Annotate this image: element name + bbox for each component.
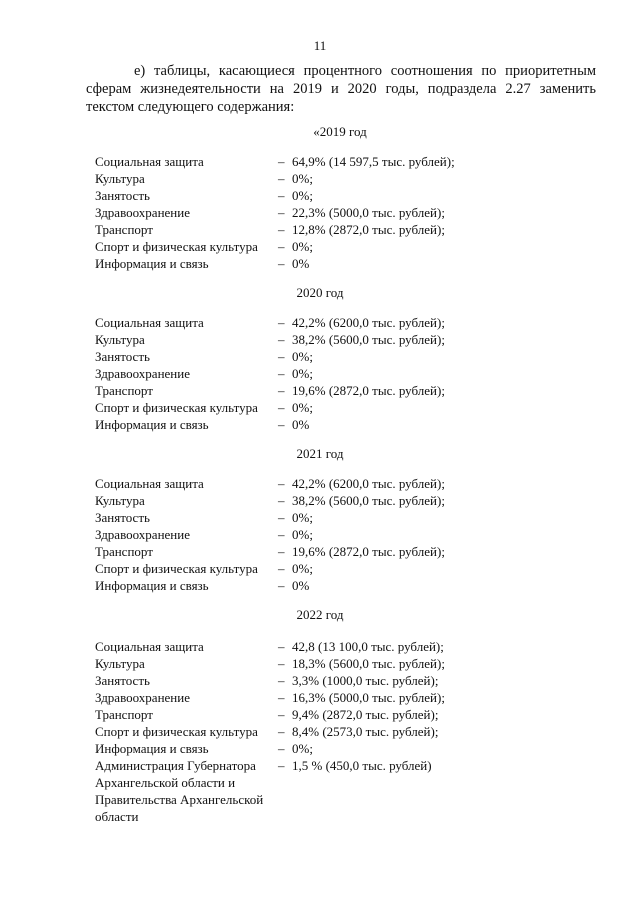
page-number: 11	[313, 38, 327, 53]
section-rows-2020	[95, 314, 595, 433]
row-value: 0%;	[292, 239, 313, 254]
row-value: 64,9% (14 597,5 тыс. рублей);	[292, 154, 455, 169]
row-value: 9,4% (2872,0 тыс. рублей);	[292, 707, 439, 722]
row-value: 0%;	[292, 561, 313, 576]
dash: –	[278, 758, 285, 773]
table-row	[95, 187, 595, 204]
dash: –	[278, 578, 285, 593]
dash: –	[278, 417, 285, 432]
dash: –	[278, 400, 285, 415]
row-label: Занятость	[95, 510, 150, 525]
dash: –	[278, 639, 285, 654]
row-label: Культура	[95, 332, 145, 347]
intro-paragraph: е) таблицы, касающиеся процентного соотношения по приоритетным сферам жизнедеятельности на 2019 и 2020 годы, подраздела 2.27 заменить текстом следующего содержания:	[86, 63, 596, 115]
table-row	[95, 382, 595, 399]
dash: –	[278, 332, 285, 347]
section-heading-2019: «2019 год	[313, 124, 367, 139]
dash: –	[278, 690, 285, 705]
table-row	[95, 740, 595, 757]
dash: –	[278, 656, 285, 671]
dash: –	[278, 366, 285, 381]
table-row	[95, 543, 595, 560]
section-rows-2019	[95, 153, 595, 272]
dash: –	[278, 349, 285, 364]
dash: –	[278, 383, 285, 398]
row-label: Здравоохранение	[95, 366, 190, 381]
row-label: Информация и связь	[95, 256, 209, 271]
table-row	[95, 757, 595, 825]
section-heading-2021: 2021 год	[296, 446, 344, 461]
table-row	[95, 560, 595, 577]
row-value: 38,2% (5600,0 тыс. рублей);	[292, 332, 445, 347]
row-label: Здравоохранение	[95, 527, 190, 542]
dash: –	[278, 741, 285, 756]
row-label: Транспорт	[95, 222, 153, 237]
row-value: 0%;	[292, 741, 313, 756]
row-value: 38,2% (5600,0 тыс. рублей);	[292, 493, 445, 508]
table-row	[95, 577, 595, 594]
row-value: 0%	[292, 578, 310, 593]
dash: –	[278, 476, 285, 491]
dash: –	[278, 561, 285, 576]
table-row	[95, 706, 595, 723]
dash: –	[278, 315, 285, 330]
table-row	[95, 221, 595, 238]
table-row	[95, 689, 595, 706]
row-label: Транспорт	[95, 544, 153, 559]
row-value: 0%;	[292, 171, 313, 186]
dash: –	[278, 493, 285, 508]
section-heading-2020: 2020 год	[296, 285, 344, 300]
row-value: 0%;	[292, 366, 313, 381]
row-label: Информация и связь	[95, 417, 209, 432]
row-label: Здравоохранение	[95, 205, 190, 220]
row-value: 42,2% (6200,0 тыс. рублей);	[292, 315, 445, 330]
section-rows-2022	[95, 638, 595, 825]
row-label: Социальная защита	[95, 476, 204, 491]
row-value: 19,6% (2872,0 тыс. рублей);	[292, 383, 445, 398]
row-value: 0%	[292, 417, 310, 432]
dash: –	[278, 205, 285, 220]
row-value: 18,3% (5600,0 тыс. рублей);	[292, 656, 445, 671]
row-label: Занятость	[95, 349, 150, 364]
row-value: 3,3% (1000,0 тыс. рублей);	[292, 673, 439, 688]
table-row	[95, 204, 595, 221]
table-row	[95, 475, 595, 492]
row-label: Занятость	[95, 188, 150, 203]
dash: –	[278, 510, 285, 525]
dash: –	[278, 673, 285, 688]
row-value: 12,8% (2872,0 тыс. рублей);	[292, 222, 445, 237]
row-value: 42,2% (6200,0 тыс. рублей);	[292, 476, 445, 491]
table-row	[95, 348, 595, 365]
section-heading-2022: 2022 год	[296, 607, 344, 622]
row-label: Спорт и физическая культура	[95, 239, 258, 254]
row-value: 0%;	[292, 400, 313, 415]
row-label: Транспорт	[95, 383, 153, 398]
row-label: Социальная защита	[95, 315, 204, 330]
row-value: 19,6% (2872,0 тыс. рублей);	[292, 544, 445, 559]
dash: –	[278, 154, 285, 169]
row-label: Информация и связь	[95, 741, 209, 756]
row-label: Администрация Губернатора Архангельской области и Правительства Архангельской области	[95, 758, 264, 824]
row-label: Информация и связь	[95, 578, 209, 593]
table-row	[95, 416, 595, 433]
table-row	[95, 255, 595, 272]
row-value: 0%;	[292, 510, 313, 525]
row-label: Спорт и физическая культура	[95, 400, 258, 415]
row-label: Социальная защита	[95, 639, 204, 654]
section-rows-2021	[95, 475, 595, 594]
table-row	[95, 153, 595, 170]
table-row	[95, 638, 595, 655]
table-row	[95, 723, 595, 740]
dash: –	[278, 544, 285, 559]
row-value: 16,3% (5000,0 тыс. рублей);	[292, 690, 445, 705]
row-label: Спорт и физическая культура	[95, 724, 258, 739]
dash: –	[278, 707, 285, 722]
row-label: Социальная защита	[95, 154, 204, 169]
row-label: Культура	[95, 656, 145, 671]
dash: –	[278, 171, 285, 186]
table-row	[95, 238, 595, 255]
table-row	[95, 655, 595, 672]
dash: –	[278, 724, 285, 739]
row-label: Здравоохранение	[95, 690, 190, 705]
row-value: 1,5 % (450,0 тыс. рублей)	[292, 758, 432, 773]
row-value: 0%;	[292, 188, 313, 203]
table-row	[95, 672, 595, 689]
row-value: 0%;	[292, 527, 313, 542]
table-row	[95, 509, 595, 526]
row-label: Культура	[95, 493, 145, 508]
table-row	[95, 170, 595, 187]
table-row	[95, 331, 595, 348]
row-value: 22,3% (5000,0 тыс. рублей);	[292, 205, 445, 220]
row-label: Спорт и физическая культура	[95, 561, 258, 576]
table-row	[95, 492, 595, 509]
dash: –	[278, 239, 285, 254]
dash: –	[278, 256, 285, 271]
row-label: Транспорт	[95, 707, 153, 722]
row-value: 0%	[292, 256, 310, 271]
row-label: Занятость	[95, 673, 150, 688]
dash: –	[278, 222, 285, 237]
dash: –	[278, 527, 285, 542]
row-value: 42,8 (13 100,0 тыс. рублей);	[292, 639, 444, 654]
table-row	[95, 526, 595, 543]
table-row	[95, 365, 595, 382]
dash: –	[278, 188, 285, 203]
row-value: 8,4% (2573,0 тыс. рублей);	[292, 724, 439, 739]
row-value: 0%;	[292, 349, 313, 364]
table-row	[95, 399, 595, 416]
table-row	[95, 314, 595, 331]
row-label: Культура	[95, 171, 145, 186]
